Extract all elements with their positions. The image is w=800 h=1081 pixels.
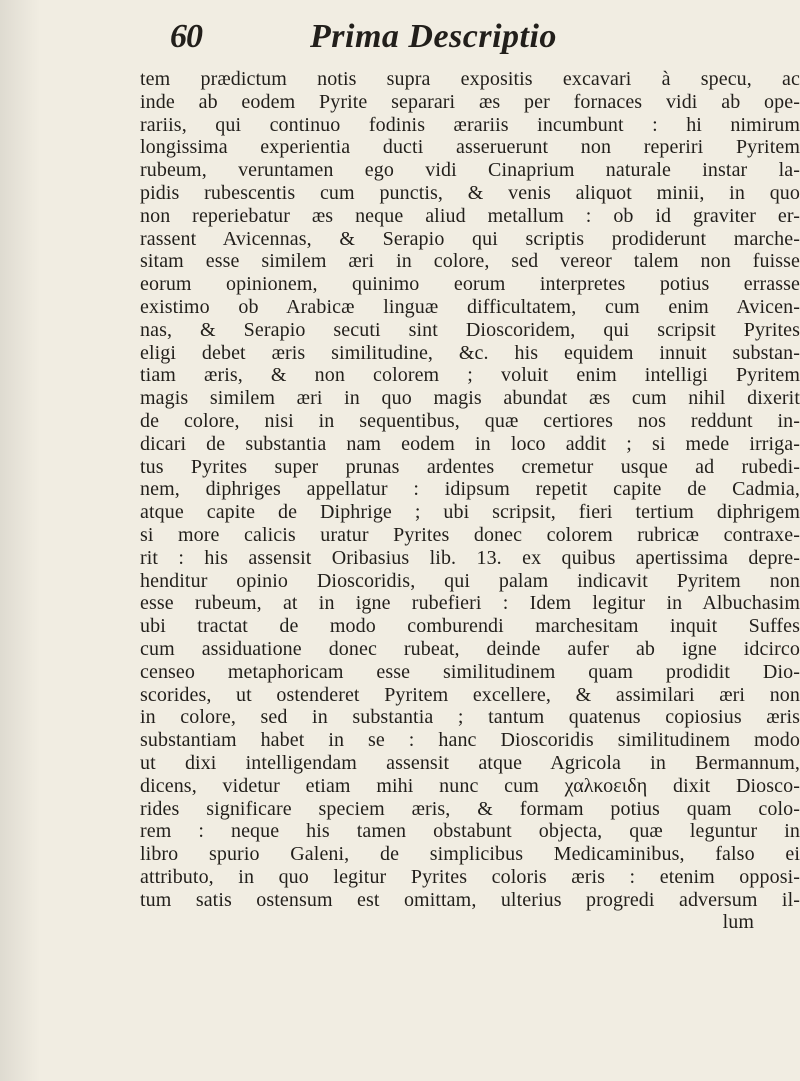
text-line: inde ab eodem Pyrite separari æs per fornaces vidi ab ope- <box>140 90 800 113</box>
text-line: dicens, videtur etiam mihi nunc cum χαλκοειδη dixit Diosco- <box>140 774 800 797</box>
text-line: si more calicis uratur Pyrites donec colorem rubricæ contraxe- <box>140 523 800 546</box>
text-line: dicari de substantia nam eodem in loco addit ; si mede irriga- <box>140 432 800 455</box>
text-line: libro spurio Galeni, de simplicibus Medicaminibus, falso ei <box>140 843 800 866</box>
text-line: tem prædictum notis supra expositis excavari à specu, ac <box>140 68 800 90</box>
text-line: tum satis ostensum est omittam, ulterius progredi adversum il- <box>140 888 800 911</box>
text-line: henditur opinio Dioscoridis, qui palam indicavit Pyritem non <box>140 569 800 592</box>
text-line: rubeum, veruntamen ego vidi Cinaprium naturale instar la- <box>140 159 800 182</box>
text-line: atque capite de Diphrige ; ubi scripsit, fieri tertium diphrigem <box>140 501 800 524</box>
page-gutter-shadow <box>0 0 40 1081</box>
text-line: scorides, ut ostenderet Pyritem excellere, & assimilari æri non <box>140 683 800 706</box>
text-line: ubi tractat de modo comburendi marchesitam inquit Suffes <box>140 615 800 638</box>
text-line: sitam esse similem æri in colore, sed vereor talem non fuisse <box>140 250 800 273</box>
text-line: longissima experientia ducti asseruerunt non reperiri Pyritem <box>140 136 800 159</box>
text-line: rariis, qui continuo fodinis ærariis incumbunt : hi nimirum <box>140 113 800 136</box>
text-line: ut dixi intelligendam assensit atque Agricola in Bermannum, <box>140 751 800 774</box>
text-line: censeo metaphoricam esse similitudinem quam prodidit Dio- <box>140 660 800 683</box>
text-line: tus Pyrites super prunas ardentes cremetur usque ad rubedi- <box>140 455 800 478</box>
text-line: existimo ob Arabicæ linguæ difficultatem, cum enim Avicen- <box>140 295 800 318</box>
text-line: rit : his assensit Oribasius lib. 13. ex quibus apertissima depre- <box>140 546 800 569</box>
text-line: pidis rubescentis cum punctis, & venis aliquot minii, in quo <box>140 181 800 204</box>
text-line: esse rubeum, at in igne rubefieri : Idem legitur in Albuchasim <box>140 592 800 615</box>
page-header <box>170 18 790 68</box>
text-line: nem, diphriges appellatur : idipsum repetit capite de Cadmia, <box>140 478 800 501</box>
text-line: de colore, nisi in sequentibus, quæ certiores nos reddunt in- <box>140 409 800 432</box>
text-line: in colore, sed in substantia ; tantum quatenus copiosius æris <box>140 706 800 729</box>
text-line: eligi debet æris similitudine, &c. his equidem innuit substan- <box>140 341 800 364</box>
running-title: Prima Descriptio <box>310 18 557 55</box>
text-line: magis similem æri in quo magis abundat æs cum nihil dixerit <box>140 387 800 410</box>
text-line: rides significare speciem æris, & formam potius quam colo- <box>140 797 800 820</box>
catchword: lum <box>722 911 754 934</box>
text-line: tiam æris, & non colorem ; voluit enim intelligi Pyritem <box>140 364 800 387</box>
page-number: 60 <box>170 18 202 55</box>
text-line: nas, & Serapio secuti sint Dioscoridem, qui scripsit Pyrites <box>140 318 800 341</box>
text-line: cum assiduatione donec rubeat, deinde aufer ab igne idcirco <box>140 637 800 660</box>
text-line: rassent Avicennas, & Serapio qui scriptis prodiderunt marche- <box>140 227 800 250</box>
text-line: rem : neque his tamen obstabunt objecta, quæ leguntur in <box>140 820 800 843</box>
text-line: attributo, in quo legitur Pyrites coloris æris : etenim opposi- <box>140 865 800 888</box>
body-text <box>140 68 800 934</box>
text-line: eorum opinionem, quinimo eorum interpretes potius errasse <box>140 273 800 296</box>
text-line: substantiam habet in se : hanc Dioscoridis similitudinem modo <box>140 729 800 752</box>
text-line: non reperiebatur æs neque aliud metallum : ob id graviter er- <box>140 204 800 227</box>
